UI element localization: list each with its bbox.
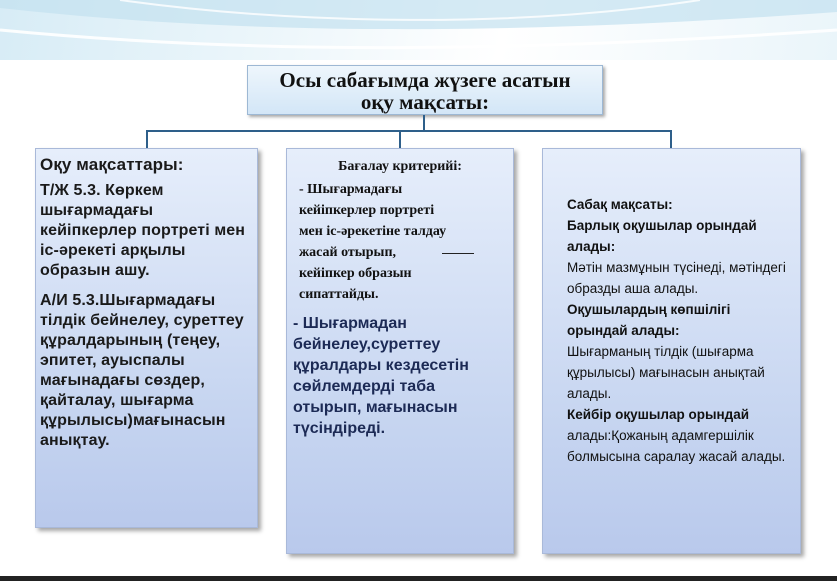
title-line-1: Осы сабағымда жүзеге асатын	[279, 68, 571, 92]
criterion-1-line-4: жасай отырып,	[299, 245, 397, 260]
connector-horizontal	[146, 130, 672, 132]
connector-drop-middle	[399, 130, 401, 148]
objectives-heading: Оқу мақсаттары:	[40, 155, 184, 174]
all-students-heading: Барлық оқушылар орындай алады:	[567, 218, 757, 254]
most-students-heading: Оқушылардың көпшілігі орындай алады:	[567, 302, 731, 338]
criterion-1-line-6: сипаттайды.	[299, 287, 379, 302]
all-students-text: Мәтін мазмұнын түсінеді, мәтіндегі образды аша алады.	[567, 260, 786, 296]
decorative-swoosh	[0, 0, 837, 60]
bottom-border	[0, 576, 837, 581]
objective-paragraph-2: А/И 5.3.Шығармадағы тілдік бейнелеу, суреттеу құралдарының (теңеу, эпитет, ауыспалы мағынадағы сөздер, қайталау, шығарма құрылысы)мағынасын анықтау.	[40, 292, 244, 449]
criteria-heading: Бағалау критерийі:	[338, 159, 462, 174]
title-line-2: оқу мақсаты:	[360, 90, 490, 114]
criterion-1-line-2: кейіпкерлер портреті	[299, 203, 435, 218]
header-band	[0, 0, 837, 60]
lesson-goals-card	[542, 148, 801, 554]
criterion-1-line-1: - Шығармадағы	[299, 182, 403, 197]
objective-paragraph-1: Т/Ж 5.3. Көркем шығармадағы кейіпкерлер портреті мен іс-әрекеті арқылы образын ашу.	[40, 182, 246, 279]
connector-vertical-top	[423, 115, 425, 131]
some-students-heading: Кейбір оқушылар орындай	[567, 407, 750, 422]
divider-line	[442, 253, 474, 254]
connector-drop-left	[146, 130, 148, 148]
criterion-2: - Шығармадан бейнелеу,суреттеу құралдары кездесетін сөйлемдерді таба отырып, мағынасын түсіндіреді.	[293, 315, 469, 437]
criterion-1-line-5: кейіпкер образын	[299, 266, 412, 281]
page-title	[247, 65, 603, 115]
criterion-1-line-3: мен іс-әрекетіне талдау	[299, 224, 447, 239]
connector-drop-right	[670, 130, 672, 148]
assessment-criteria-card	[286, 148, 514, 554]
some-students-text: алады:Қожаның адамгершілік болмысына саралау жасай алады.	[567, 428, 786, 464]
most-students-text: Шығарманың тілдік (шығарма құрылысы) мағынасын анықтай алады.	[567, 344, 765, 401]
lesson-goal-heading: Сабақ мақсаты:	[567, 197, 673, 212]
learning-objectives-card	[35, 148, 258, 528]
